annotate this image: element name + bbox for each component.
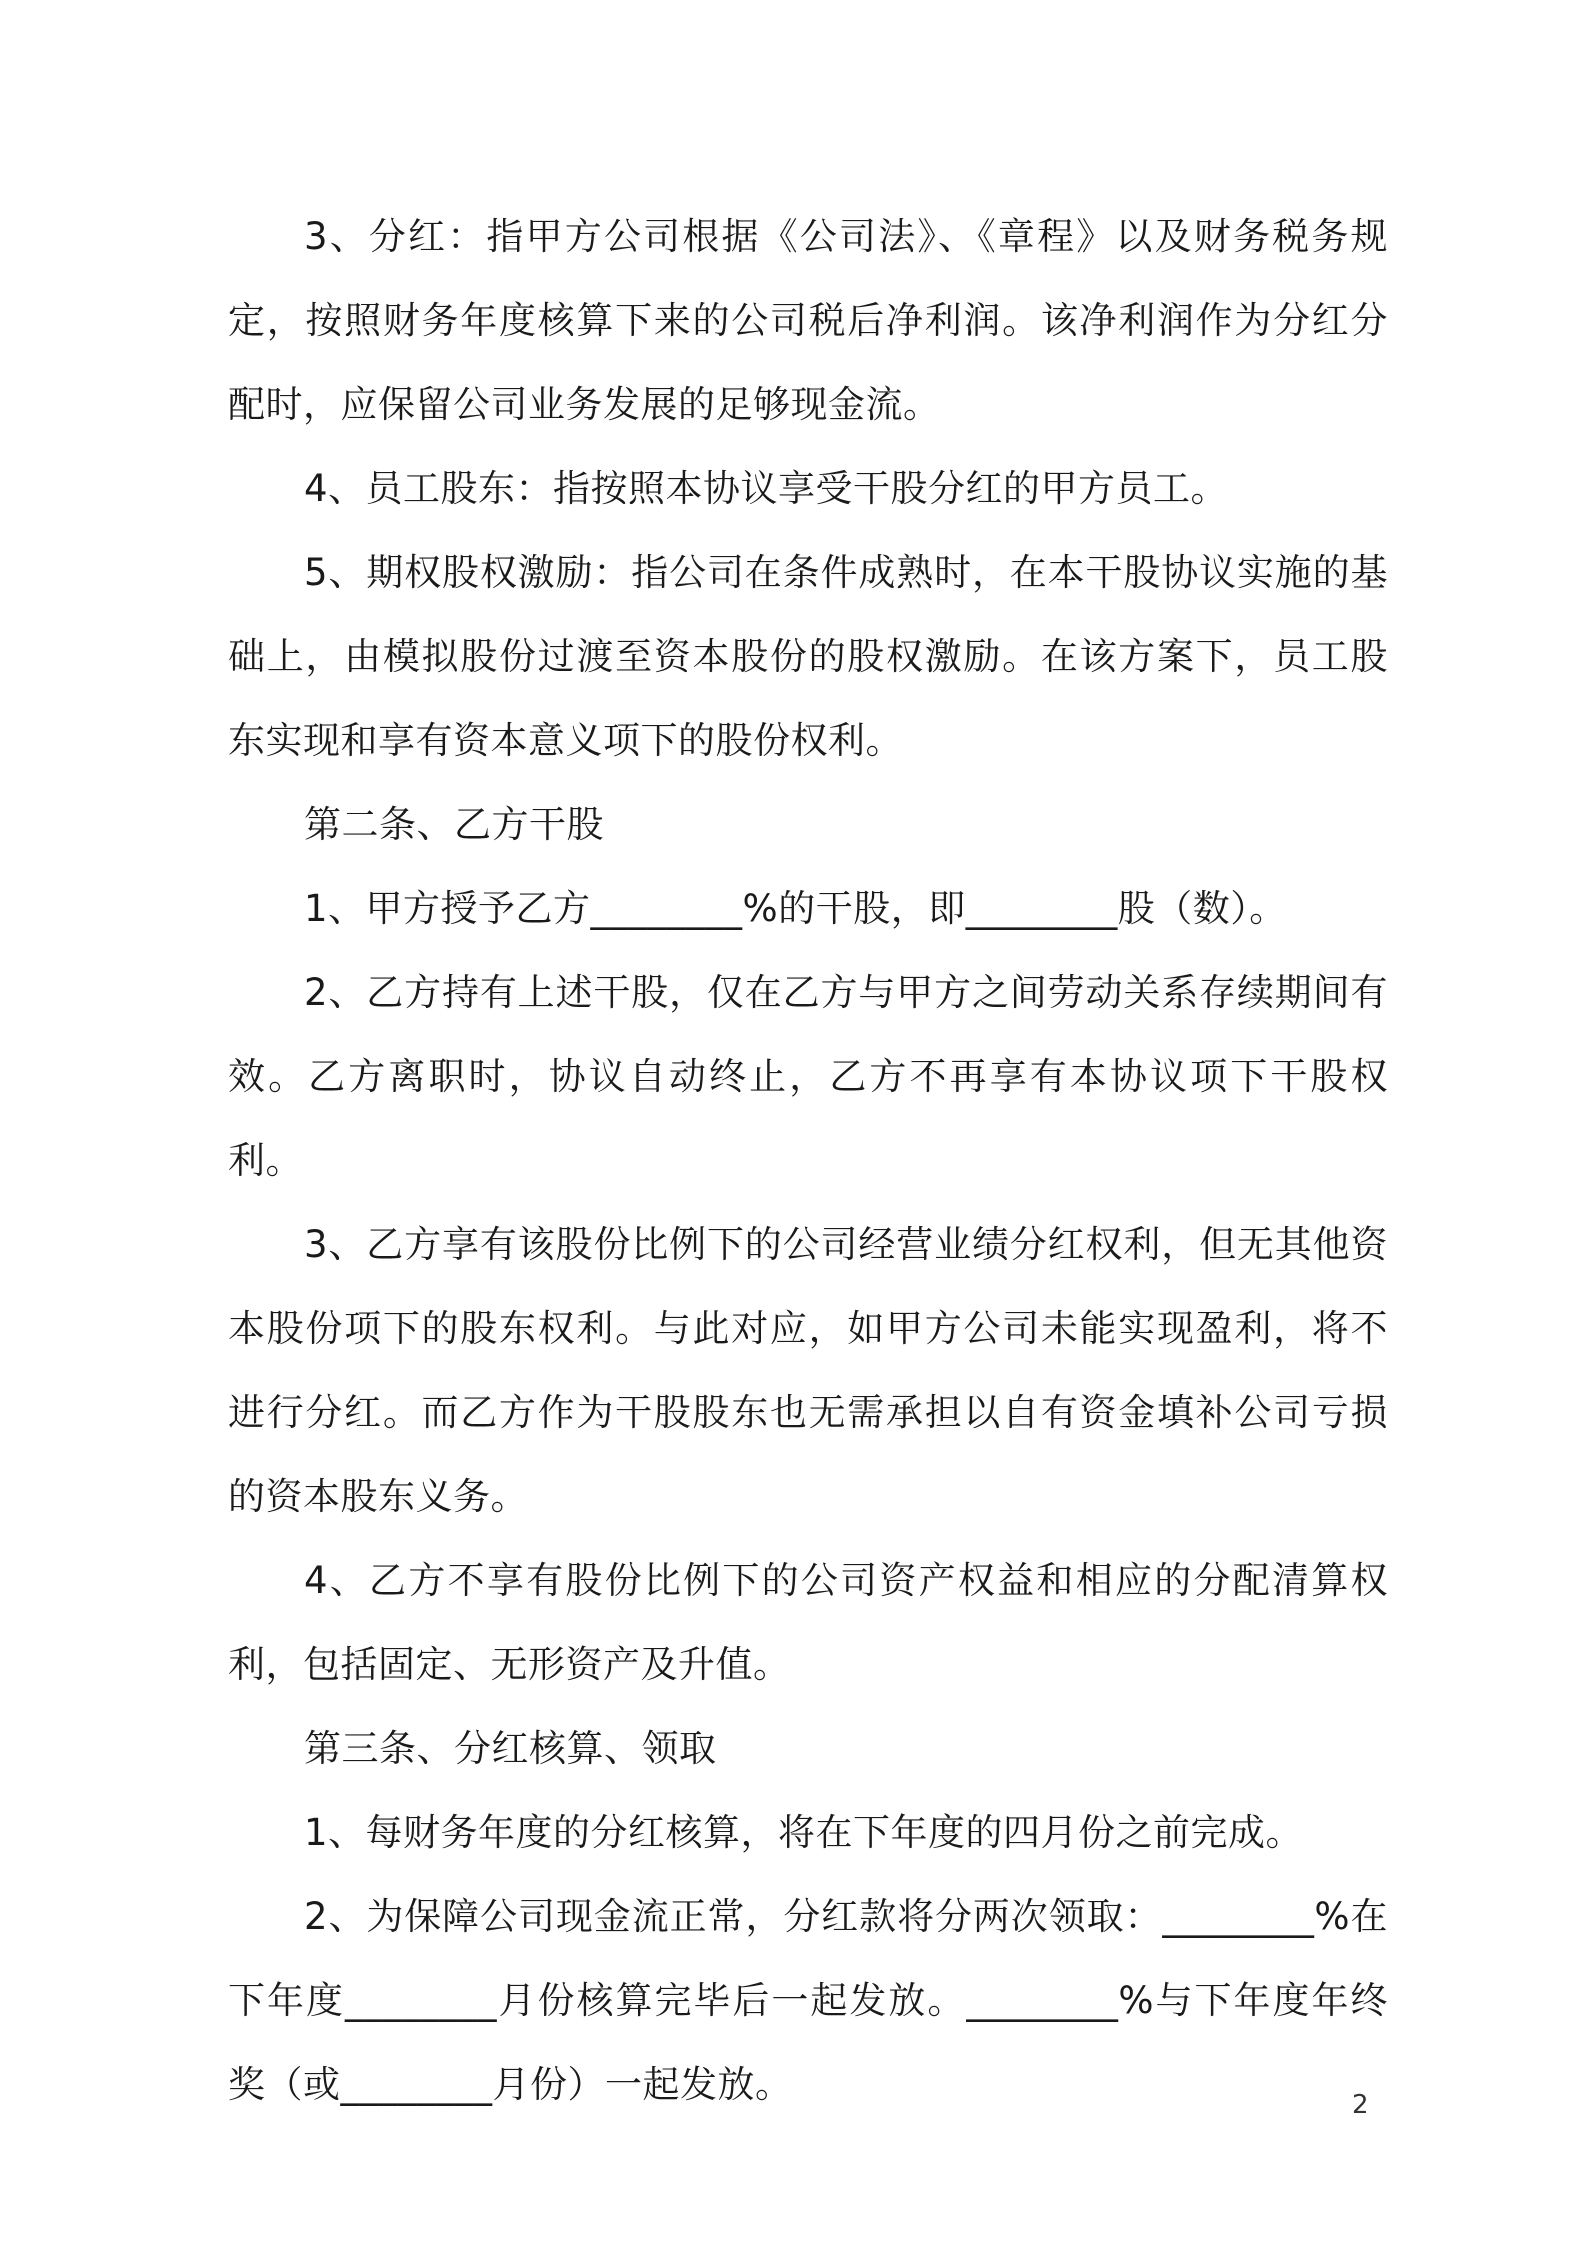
page-number: 2 bbox=[1352, 2090, 1369, 2120]
paragraph-article-2-item-2: 2、乙方持有上述干股，仅在乙方与甲方之间劳动关系存续期间有效。乙方离职时，协议自动终止，乙方不再享有本协议项下干股权利。 bbox=[228, 971, 1388, 1182]
paragraph-article-2-item-1: 1、甲方授予乙方________%的干股，即________股（数）。 bbox=[304, 887, 1287, 930]
paragraph-definition-dividend: 3、分红：指甲方公司根据《公司法》、《章程》以及财务税务规定，按照财务年度核算下来的公司税后净利润。该净利润作为分红分配时，应保留公司业务发展的足够现金流。 bbox=[228, 215, 1388, 426]
paragraph-article-2-item-4: 4、乙方不享有股份比例下的公司资产权益和相应的分配清算权利，包括固定、无形资产及升值。 bbox=[228, 1559, 1388, 1686]
paragraph-article-2-item-3: 3、乙方享有该股份比例下的公司经营业绩分红权利，但无其他资本股份项下的股东权利。与此对应，如甲方公司未能实现盈利，将不进行分红。而乙方作为干股股东也无需承担以自有资金填补公司亏损的资本股东义务。 bbox=[228, 1223, 1388, 1518]
document-body bbox=[228, 195, 1388, 2127]
paragraph-definition-employee-shareholder: 4、员工股东：指按照本协议享受干股分红的甲方员工。 bbox=[304, 467, 1229, 510]
paragraph-article-3-item-2: 2、为保障公司现金流正常，分红款将分两次领取：________%在下年度________月份核算完毕后一起发放。________%与下年度年终奖（或________月份）一起发放。 bbox=[228, 1895, 1388, 2106]
section-heading-article-2: 第二条、乙方干股 bbox=[304, 803, 604, 846]
section-heading-article-3: 第三条、分红核算、领取 bbox=[304, 1727, 717, 1770]
paragraph-definition-equity-incentive: 5、期权股权激励：指公司在条件成熟时，在本干股协议实施的基础上，由模拟股份过渡至资本股份的股权激励。在该方案下，员工股东实现和享有资本意义项下的股份权利。 bbox=[228, 551, 1388, 762]
paragraph-article-3-item-1: 1、每财务年度的分红核算，将在下年度的四月份之前完成。 bbox=[304, 1811, 1304, 1854]
